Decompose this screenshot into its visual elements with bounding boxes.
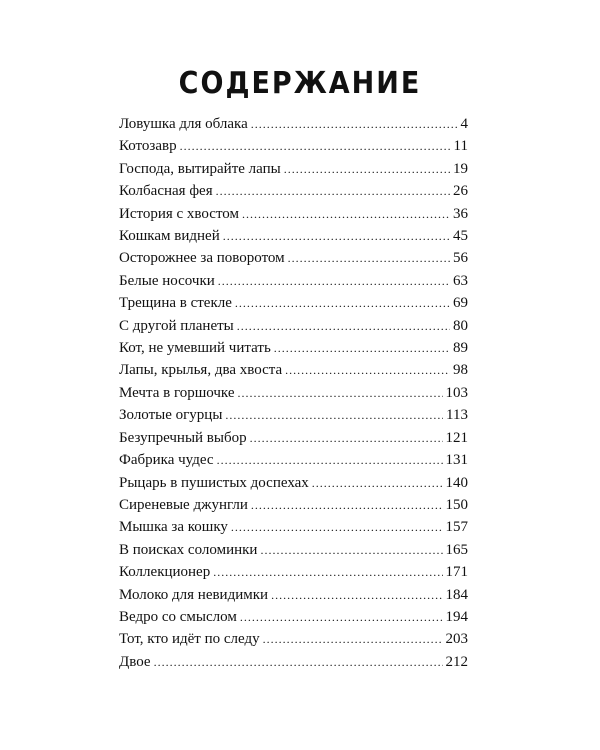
toc-entry-page: 4 xyxy=(460,116,468,132)
toc-entry-page: 171 xyxy=(445,564,468,581)
toc-entry xyxy=(119,337,468,359)
toc-entry-page: 121 xyxy=(445,429,468,446)
toc-leader-dots xyxy=(250,427,443,449)
table-of-contents xyxy=(119,113,468,673)
toc-entry-title: Сиреневые джунгли xyxy=(119,496,248,513)
toc-entry xyxy=(119,584,468,606)
toc-entry xyxy=(119,404,468,426)
toc-leader-dots xyxy=(312,472,443,494)
toc-entry xyxy=(119,135,468,157)
toc-entry-title: С другой планеты xyxy=(119,317,234,334)
toc-entry-page: 69 xyxy=(453,295,468,312)
toc-leader-dots xyxy=(271,584,442,606)
toc-entry-title: В поисках соломинки xyxy=(119,541,258,558)
toc-entry-title: Кот, не умевший читать xyxy=(119,340,271,357)
toc-entry xyxy=(119,180,468,202)
toc-entry-page: 26 xyxy=(453,183,468,200)
toc-leader-dots xyxy=(235,292,450,314)
toc-leader-dots xyxy=(285,359,450,381)
toc-leader-dots xyxy=(217,449,443,471)
toc-entry xyxy=(119,270,468,292)
toc-entry-title: Молоко для невидимки xyxy=(119,586,269,603)
toc-entry xyxy=(119,382,468,404)
toc-leader-dots xyxy=(154,651,443,673)
toc-entry-page: 103 xyxy=(445,384,468,401)
toc-leader-dots xyxy=(288,247,450,269)
toc-leader-dots xyxy=(231,516,443,538)
toc-leader-dots xyxy=(284,158,450,180)
toc-entry-page: 36 xyxy=(453,205,468,222)
toc-entry-title: История с хвостом xyxy=(119,205,240,222)
toc-entry xyxy=(119,427,468,449)
toc-leader-dots xyxy=(238,382,443,404)
toc-entry xyxy=(119,292,468,314)
toc-entry xyxy=(119,225,468,247)
toc-entry-page: 98 xyxy=(453,362,468,379)
toc-entry-page: 157 xyxy=(445,519,468,536)
toc-entry-title: Колбасная фея xyxy=(119,183,213,200)
toc-leader-dots xyxy=(225,404,443,426)
toc-entry xyxy=(119,113,468,135)
toc-entry-page: 184 xyxy=(445,586,468,603)
toc-entry xyxy=(119,247,468,269)
toc-entry-page: 56 xyxy=(453,250,468,267)
toc-entry-title: Ловушка для облака xyxy=(119,116,248,132)
toc-leader-dots xyxy=(223,225,450,247)
toc-entry-title: Господа, вытирайте лапы xyxy=(119,160,281,177)
toc-leader-dots xyxy=(251,113,458,135)
toc-entry xyxy=(119,203,468,225)
toc-leader-dots xyxy=(216,180,450,202)
toc-entry-title: Коллекционер xyxy=(119,564,211,581)
toc-entry-title: Золотые огурцы xyxy=(119,407,223,424)
toc-entry-title: Ведро со смыслом xyxy=(119,608,237,625)
toc-leader-dots xyxy=(240,606,443,628)
toc-leader-dots xyxy=(274,337,450,359)
toc-entry-title: Белые носочки xyxy=(119,272,215,289)
toc-entry xyxy=(119,472,468,494)
toc-entry xyxy=(119,651,468,673)
toc-entry xyxy=(119,561,468,583)
toc-entry xyxy=(119,539,468,561)
toc-entry-page: 194 xyxy=(445,608,468,625)
toc-leader-dots xyxy=(260,539,442,561)
toc-leader-dots xyxy=(213,561,442,583)
toc-entry xyxy=(119,516,468,538)
toc-entry-page: 203 xyxy=(445,631,468,648)
toc-entry-title: Котозавр xyxy=(119,138,177,155)
toc-entry xyxy=(119,606,468,628)
toc-entry-page: 131 xyxy=(445,452,468,469)
toc-entry-title: Мышка за кошку xyxy=(119,519,228,536)
toc-entry-title: Рыцарь в пушистых доспехах xyxy=(119,474,309,491)
toc-entry-page: 11 xyxy=(453,138,468,155)
toc-entry xyxy=(119,494,468,516)
toc-entry-page: 140 xyxy=(445,474,468,491)
toc-entry-page: 165 xyxy=(445,541,468,558)
toc-entry-title: Трещина в стекле xyxy=(119,295,232,312)
toc-entry-title: Фабрика чудес xyxy=(119,452,214,469)
toc-entry-page: 212 xyxy=(445,653,468,670)
toc-entry-page: 113 xyxy=(446,407,468,424)
toc-leader-dots xyxy=(242,203,450,225)
toc-leader-dots xyxy=(251,494,443,516)
toc-entry-title: Осторожнее за поворотом xyxy=(119,250,285,267)
toc-entry-title: Лапы, крылья, два хвоста xyxy=(119,362,283,379)
toc-entry-page: 19 xyxy=(453,160,468,177)
toc-entry-page: 63 xyxy=(453,272,468,289)
toc-entry-page: 89 xyxy=(453,340,468,357)
toc-entry-title: Тот, кто идёт по следу xyxy=(119,631,260,648)
toc-entry-title: Мечта в горшочке xyxy=(119,384,235,401)
toc-entry xyxy=(119,315,468,337)
toc-leader-dots xyxy=(218,270,450,292)
toc-entry-title: Двое xyxy=(119,653,151,670)
toc-entry-title: Безупречный выбор xyxy=(119,429,247,446)
toc-entry-title: Кошкам видней xyxy=(119,228,220,245)
toc-leader-dots xyxy=(263,628,443,650)
toc-leader-dots xyxy=(237,315,450,337)
toc-entry xyxy=(119,158,468,180)
toc-entry xyxy=(119,628,468,650)
toc-entry-page: 150 xyxy=(445,496,468,513)
toc-entry xyxy=(119,449,468,471)
page-title: СОДЕРЖАНИЕ xyxy=(178,66,422,101)
toc-entry-page: 80 xyxy=(453,317,468,334)
toc-entry-page: 45 xyxy=(453,228,468,245)
toc-leader-dots xyxy=(180,135,451,157)
toc-entry xyxy=(119,359,468,381)
